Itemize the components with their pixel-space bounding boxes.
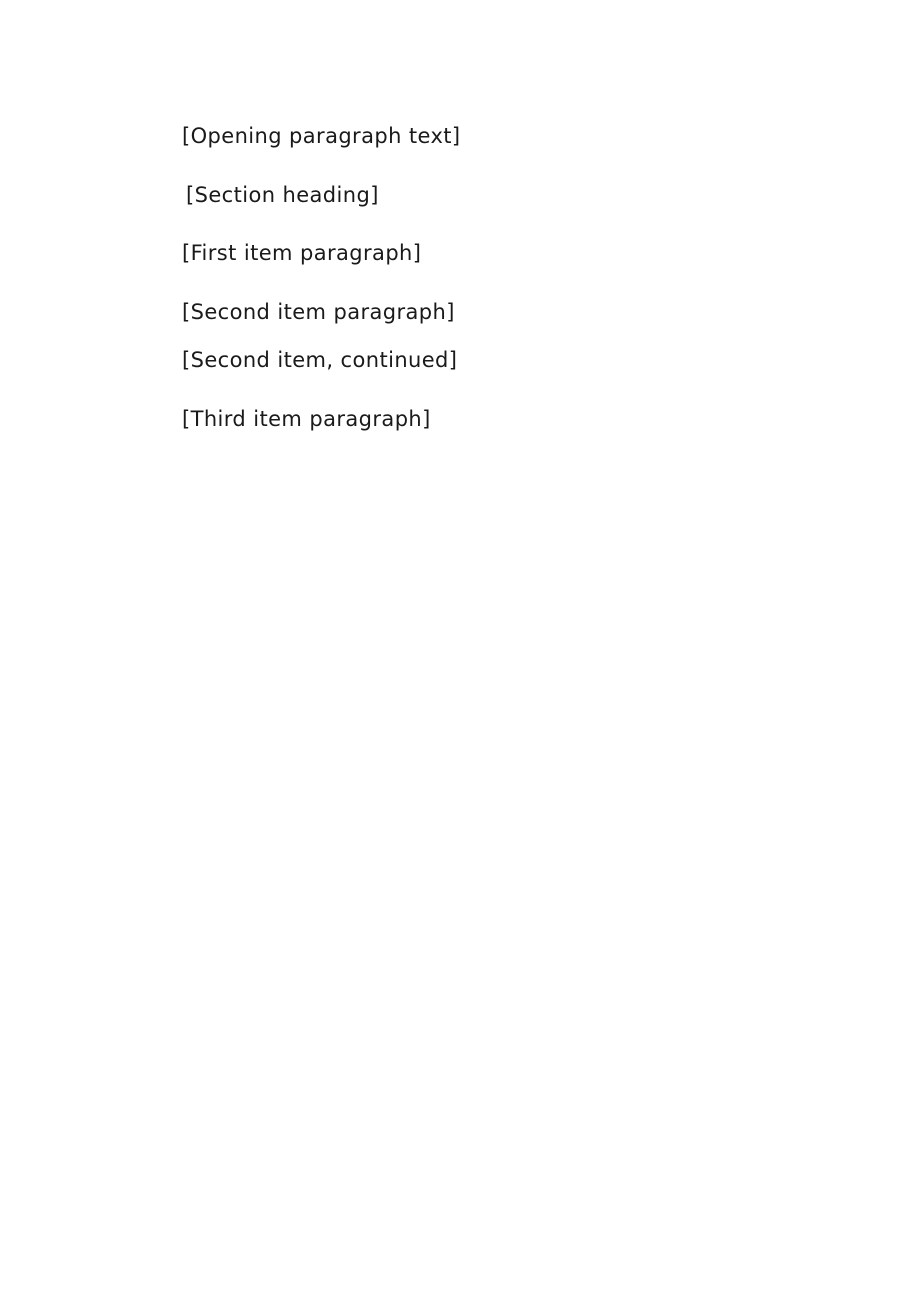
item-2-tail-text: [Second item, continued] [182,348,458,372]
item-1-paragraph: [First item paragraph] [182,241,422,265]
item-3-paragraph: [Third item paragraph] [182,406,431,431]
item-2-paragraph [134,288,799,385]
intro-paragraph: [Opening paragraph text] [182,124,461,148]
section-heading: [Section heading] [186,182,379,207]
document-body [134,112,799,453]
item-2-main-text: [Second item paragraph] [182,299,455,324]
